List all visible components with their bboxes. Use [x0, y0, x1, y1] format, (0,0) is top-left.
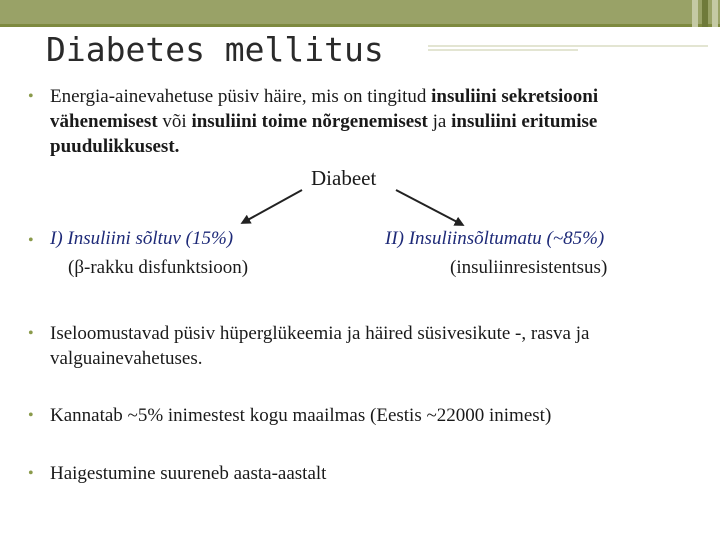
bullet-icon: • — [28, 465, 34, 482]
bullet-icon: • — [28, 88, 34, 105]
definition-emphasis: insuliini toime nõrgenemisest — [191, 111, 428, 132]
definition-emphasis: insuliini sekretsiooni vähenemisest — [50, 86, 599, 132]
definition-emphasis: insuliini eritumise puudulikkusest. — [50, 111, 598, 157]
type2-label: II) Insuliinsõltumatu (~85%) — [385, 228, 605, 249]
definition-text: Energia-ainevahetuse püsiv häire, mis on tingitud — [50, 86, 432, 107]
slide-title: Diabetes mellitus — [46, 30, 384, 69]
bullet-item: Haigestumine suureneb aasta-aastalt — [50, 463, 327, 484]
arrow-left — [244, 190, 302, 222]
type1-detail: (β-rakku disfunktsioon) — [68, 257, 249, 278]
bullet-icon: • — [28, 407, 34, 424]
diagram-center-label: Diabeet — [311, 166, 377, 190]
type2-detail: (insuliinresistentsus) — [450, 257, 608, 278]
bullet-item: Iseloomustavad püsiv hüperglükeemia ja häired süsivesikute -, rasva ja valguainevahetuses. — [50, 323, 590, 369]
bullet-icon: • — [28, 325, 34, 342]
definition-text: ja — [427, 111, 452, 132]
bullet-icon: • — [28, 232, 34, 249]
definition-text: või — [157, 111, 192, 132]
bullet-item: Kannatab ~5% inimestest kogu maailmas (Eestis ~22000 inimest) — [50, 405, 552, 426]
arrow-right — [396, 190, 461, 224]
type1-label: I) Insuliini sõltuv (15%) — [50, 228, 234, 249]
